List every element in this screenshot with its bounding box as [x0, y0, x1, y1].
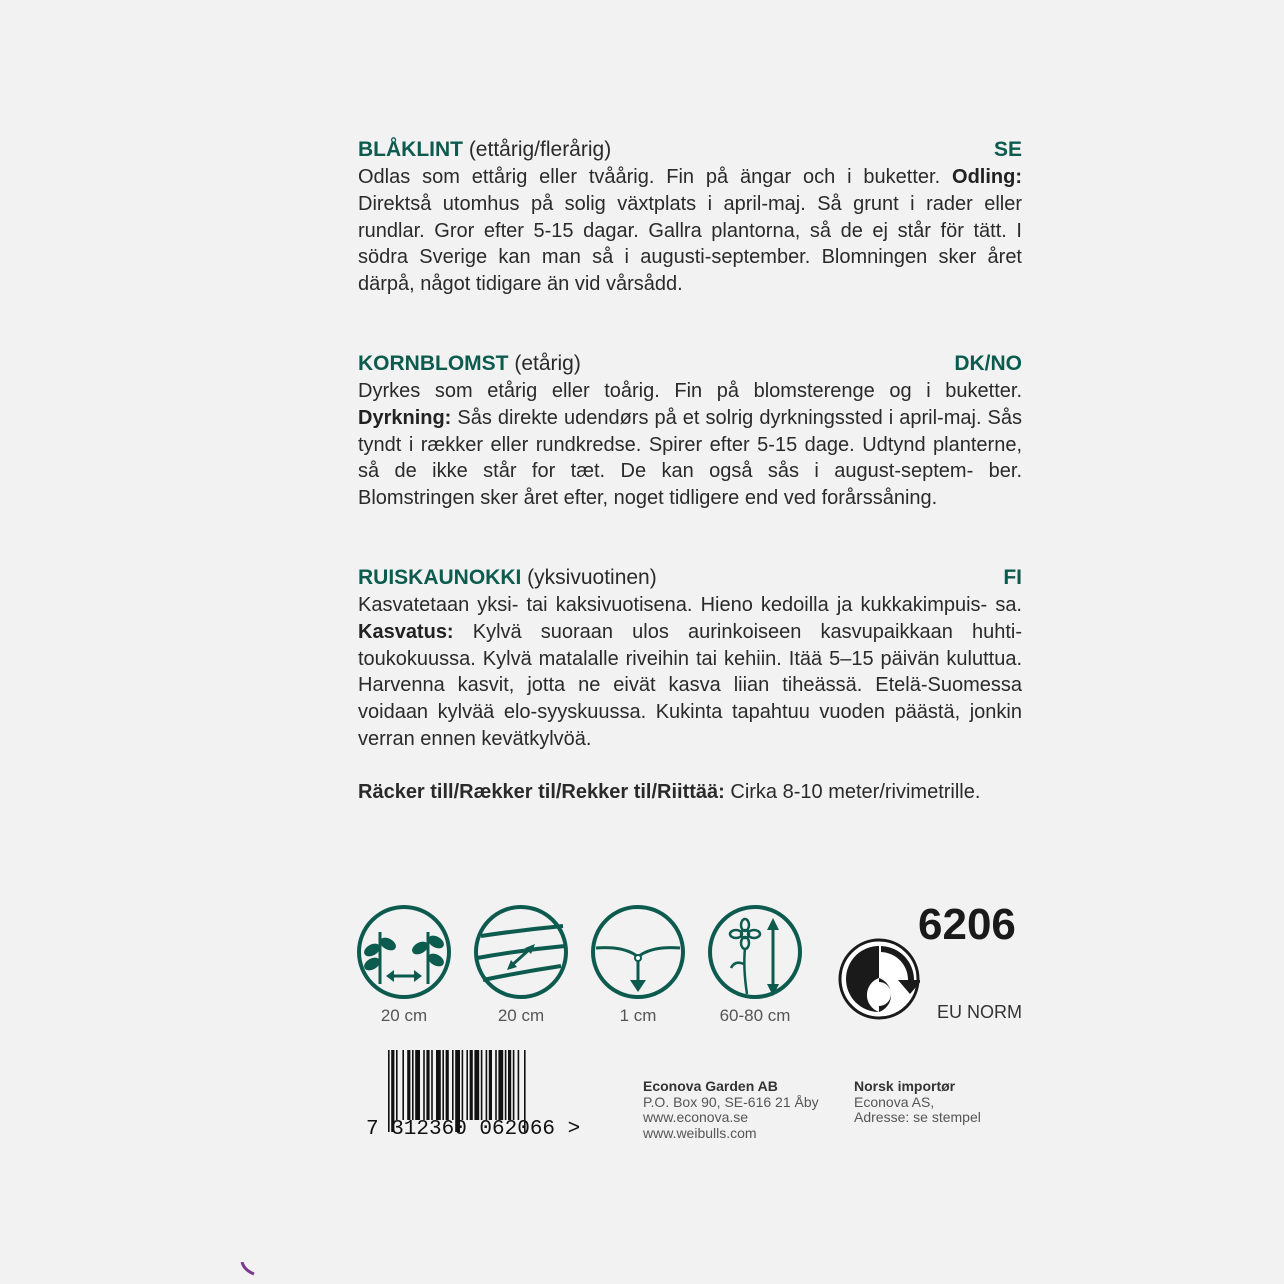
- sowing-depth: [588, 904, 688, 1026]
- body-text: Sås direkte udendørs på et solrig dyrkningssted i april-maj. Sås tyndt i rækker eller rundkredse. Spirer efter 5-15 dage. Udtynd planterne, så de ikke står for tæt. De kan også sås i august-septem- ber. Blomstringen sker året efter, noget tidligere end ved forårssåning.: [358, 406, 1022, 510]
- body-bold-label: Dyrkning:: [358, 406, 452, 429]
- icon-caption: 1 cm: [619, 1006, 657, 1025]
- barcode-bar: [474, 1050, 479, 1120]
- importer-heading: Norsk importør: [854, 1078, 956, 1094]
- barcode-bar: [423, 1050, 425, 1120]
- language-code: FI: [1003, 566, 1022, 589]
- barcode-bar: [481, 1050, 483, 1120]
- barcode-bar: [466, 1050, 468, 1120]
- barcode-bar: [462, 1050, 464, 1120]
- barcode-bar: [489, 1050, 492, 1120]
- section-subtitle: (yksivuotinen): [521, 566, 657, 589]
- barcode-bar: [518, 1050, 520, 1120]
- barcode-bar: [505, 1050, 507, 1120]
- importer-line: Econova AS,: [854, 1093, 935, 1110]
- barcode-bar: [513, 1050, 515, 1120]
- barcode-bar: [436, 1050, 441, 1120]
- section-title: RUISKAUNOKKI: [358, 566, 522, 589]
- barcode-bar: [412, 1050, 414, 1120]
- barcode-bar: [508, 1050, 511, 1120]
- product-number: 6206: [918, 900, 1016, 949]
- section-body: [358, 592, 1022, 753]
- sowing-depth-icon: [590, 904, 686, 1000]
- language-code: DK/NO: [954, 352, 1022, 375]
- section-dk-no: [358, 350, 1022, 512]
- language-code: SE: [993, 138, 1022, 161]
- section-header: [358, 350, 1022, 378]
- icon-caption: 20 cm: [380, 1006, 428, 1025]
- section-title: BLÅKLINT: [358, 138, 463, 161]
- body-text: Direktså utomhus på solig växtplats i april-maj. Så grunt i rader eller rundlar. Gror efter 5-15 dagar. Gallra plantorna, så de ej står för tätt. I södra Sverige kan man så i augusti-september. Blomningen sker året därpå, något tidigare än vid vårsådd.: [358, 192, 1022, 296]
- barcode-bar: [431, 1050, 433, 1120]
- company-address: [643, 1079, 819, 1141]
- barcode-bar: [486, 1050, 488, 1120]
- icon-caption: 20 cm: [497, 1006, 545, 1025]
- barcode-bar: [396, 1050, 398, 1120]
- body-intro: Dyrkes som etårig eller toårig. Fin på blomsterenge og i buketter.: [358, 380, 1022, 402]
- plant-spacing: [354, 904, 454, 1026]
- corner-mark: [240, 1262, 260, 1276]
- importer-line: Adresse: se stempel: [854, 1109, 981, 1125]
- barcode-bar: [470, 1050, 473, 1120]
- section-body: [358, 378, 1022, 512]
- section-title: KORNBLOMST: [358, 352, 509, 375]
- company-website[interactable]: www.weibulls.com: [643, 1124, 757, 1141]
- section-subtitle: (ettårig/flerårig): [462, 138, 612, 161]
- plant-height: [705, 904, 805, 1026]
- importer-address: [854, 1079, 981, 1126]
- green-dot-recycling-icon: [838, 938, 920, 1025]
- yield-value: Cirka 8-10 meter/rivimetrille.: [724, 781, 981, 803]
- barcode-bar: [442, 1050, 444, 1120]
- body-bold-label: Odling:: [952, 166, 1022, 188]
- section-fi: [358, 564, 1022, 753]
- barcode-bar: [407, 1050, 410, 1120]
- company-website[interactable]: www.econova.se: [643, 1109, 749, 1125]
- body-intro: Odlas som ettårig eller tvåårig. Fin på ängar och i buketter.: [358, 166, 953, 188]
- barcode-digits: 7 312360 062066 >: [366, 1118, 581, 1141]
- row-spacing-icon: [473, 904, 569, 1000]
- icon-caption: 60-80 cm: [719, 1006, 791, 1025]
- barcode-bar: [402, 1050, 404, 1120]
- company-name: Econova Garden AB: [643, 1078, 778, 1094]
- barcode-bar: [446, 1050, 449, 1120]
- barcode-bar: [452, 1050, 454, 1120]
- eu-norm-label: EU NORM: [937, 1002, 1022, 1022]
- plant-spacing-icon: [356, 904, 452, 1000]
- barcode-bar: [498, 1050, 503, 1120]
- row-spacing: [471, 904, 571, 1026]
- section-header: [358, 564, 1022, 592]
- barcode-bar: [426, 1050, 429, 1120]
- section-se: [358, 136, 1022, 298]
- body-intro: Kasvatetaan yksi- tai kaksivuotisena. Hieno kedoilla ja kukkakimpuis- sa.: [358, 594, 1022, 616]
- body-bold-label: Kasvatus:: [358, 620, 454, 643]
- section-body: [358, 164, 1022, 298]
- plant-height-icon: [707, 904, 803, 1000]
- yield-line: [358, 778, 1058, 806]
- section-subtitle: (etårig): [508, 352, 581, 375]
- yield-label: Räcker till/Rækker til/Rekker til/Riittää:: [358, 781, 725, 803]
- section-header: [358, 136, 1022, 164]
- body-text: Kylvä suoraan ulos aurinkoiseen kasvupaikkaan huhti-toukokuussa. Kylvä matalalle riveihin tai kehiin. Itää 5–15 päivän kuluttua. Harvenna kasvit, jotta ne eivät kasva liian tiheässä. Etelä-Suomessa voidaan kylvää elo-syyskuussa. Kukinta tapahtuu vuoden päästä, jonkin verran ennen kevätkylvöä.: [358, 620, 1022, 750]
- company-line: P.O. Box 90, SE-616 21 Åby: [643, 1093, 819, 1110]
- barcode-bar: [495, 1050, 497, 1120]
- barcode-bar: [415, 1050, 420, 1120]
